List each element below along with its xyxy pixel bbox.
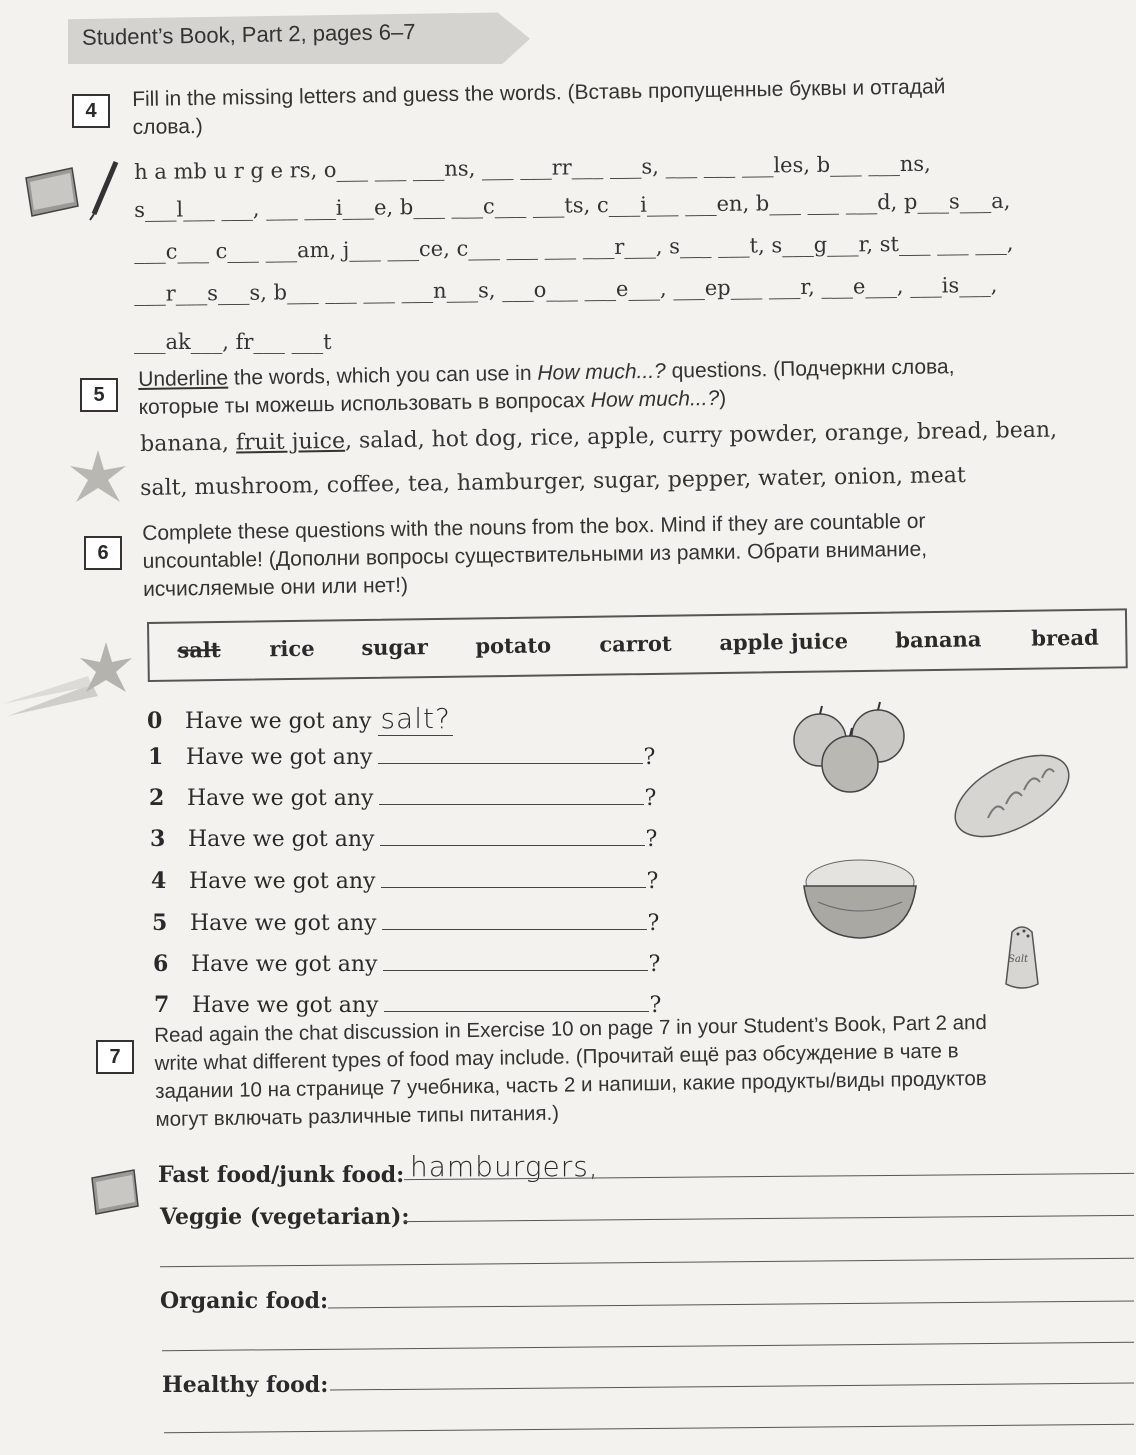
label-healthy: Healthy food: bbox=[162, 1372, 329, 1398]
underline-keyword: Underline bbox=[138, 366, 229, 391]
question-row-1: 1 Have we got any ? bbox=[148, 744, 656, 770]
writing-line[interactable] bbox=[160, 1258, 1134, 1267]
notebook-icon bbox=[86, 1166, 142, 1216]
exercise-4-line1: h a mb u r g e rs, o___ ___ ___ns, ___ ___rr___ ___s, ___ ___ ___les, b___ ___ns, bbox=[134, 151, 931, 184]
box-word: banana bbox=[895, 626, 982, 653]
box-word: rice bbox=[269, 635, 315, 662]
exercise-number-6: 6 bbox=[84, 536, 122, 570]
exercise-7-instruction: Read again the chat discussion in Exercise 10 on page 7 in your Student’s Book, Part 2 and write what different types of food may include. (Прочитай ещё раз обсуждение в чате в задании 10 на странице 7 учебника, часть 2 и напиши, какие продукты/виды продуктов могут включать различные типы питания.) bbox=[154, 1010, 987, 1131]
label-organic: Organic food: bbox=[160, 1288, 329, 1314]
example-answer-handwritten: salt? bbox=[380, 702, 451, 735]
answer-blank[interactable] bbox=[381, 869, 646, 888]
answer-blank[interactable] bbox=[379, 786, 644, 805]
writing-line[interactable] bbox=[404, 1215, 1134, 1222]
question-row-2: 2 Have we got any ? bbox=[149, 785, 657, 811]
bread-loaf-illustration bbox=[948, 748, 1078, 844]
exercise-4-instruction-line2: слова.) bbox=[132, 114, 203, 139]
label-veggie: Veggie (vegetarian): bbox=[160, 1204, 410, 1230]
exercise-5-words-line2: salt, mushroom, coffee, tea, hamburger, sugar, pepper, water, onion, meat bbox=[140, 463, 966, 501]
exercise-4-instruction-line1: Fill in the missing letters and guess the words. (Вставь пропущенные буквы и отгадай bbox=[132, 75, 946, 111]
exercise-4-line5: ___ak___, fr___ ___t bbox=[134, 330, 332, 354]
box-word: salt bbox=[177, 636, 221, 663]
answer-blank[interactable] bbox=[380, 827, 645, 846]
answer-blank[interactable] bbox=[384, 993, 649, 1012]
exercise-number-4: 4 bbox=[72, 94, 110, 128]
notebook-pencil-icon bbox=[20, 158, 120, 222]
answer-blank[interactable] bbox=[378, 745, 643, 764]
question-row-7: 7 Have we got any ? bbox=[154, 992, 662, 1018]
writing-line[interactable] bbox=[330, 1382, 1134, 1390]
rice-bowl-illustration bbox=[798, 850, 922, 942]
exercise-6-instruction: Complete these questions with the nouns from the box. Mind if they are countable or uncountable! (Дополни вопросы существительными из рамки. Обрати внимание, исчисляемые они или нет!) bbox=[142, 509, 928, 601]
box-word: apple juice bbox=[719, 628, 849, 656]
exercise-4-line3: ___c___ c___ ___am, j___ ___ce, c___ ___ ___ ___r___, s___ ___t, s___g___r, st___ ___ ___, bbox=[134, 230, 1014, 264]
question-row-4: 4 Have we got any ? bbox=[151, 868, 659, 894]
answer-blank[interactable] bbox=[382, 911, 647, 930]
box-word: sugar bbox=[361, 634, 428, 661]
question-row-6: 6 Have we got any ? bbox=[153, 951, 661, 977]
question-row-0: 0 Have we got any salt? bbox=[147, 702, 451, 735]
question-row-3: 3 Have we got any ? bbox=[150, 826, 658, 852]
writing-line[interactable] bbox=[164, 1424, 1134, 1433]
star-icon bbox=[68, 448, 128, 508]
box-word: bread bbox=[1031, 624, 1099, 651]
exercise-number-7: 7 bbox=[96, 1040, 134, 1074]
underlined-example: fruit juice bbox=[235, 428, 346, 456]
question-row-5: 5 Have we got any ? bbox=[152, 910, 660, 936]
word-box bbox=[147, 608, 1128, 682]
exercise-number-5: 5 bbox=[80, 378, 118, 412]
exercise-4-instruction bbox=[132, 73, 946, 142]
exercise-4-line4: ___r___s___s, b___ ___ ___ ___n___s, ___o___ ___e___, ___ep___ ___r, ___e___, ___is___, bbox=[134, 272, 998, 306]
box-word: potato bbox=[475, 632, 552, 659]
answer-blank[interactable] bbox=[383, 952, 648, 971]
writing-line[interactable] bbox=[162, 1342, 1134, 1351]
exercise-5-words-line1: banana, fruit juice, salad, hot dog, rice, apple, curry powder, orange, bread, bean, bbox=[140, 417, 1058, 457]
fast-food-answer-handwritten: hamburgers, bbox=[410, 1150, 599, 1183]
exercise-5-instruction: Underline the words, which you can use in How much...? questions. (Подчеркни слова, которые ты можешь использовать в вопросах How much...?) bbox=[138, 355, 955, 419]
writing-line[interactable] bbox=[328, 1300, 1134, 1308]
page-header-title: Student’s Book, Part 2, pages 6–7 bbox=[81, 19, 416, 50]
label-fast-food: Fast food/junk food: bbox=[158, 1162, 405, 1188]
apples-illustration bbox=[792, 700, 922, 800]
salt-shaker-label: Salt bbox=[1008, 954, 1029, 965]
shooting-star-icon bbox=[2, 636, 142, 726]
exercise-4-line2: s___l___ ___, ___ ___i___e, b___ ___c___ ___ts, c___i___ ___en, b___ ___ ___d, p___s___a, bbox=[134, 188, 1011, 222]
box-word: carrot bbox=[599, 630, 672, 657]
